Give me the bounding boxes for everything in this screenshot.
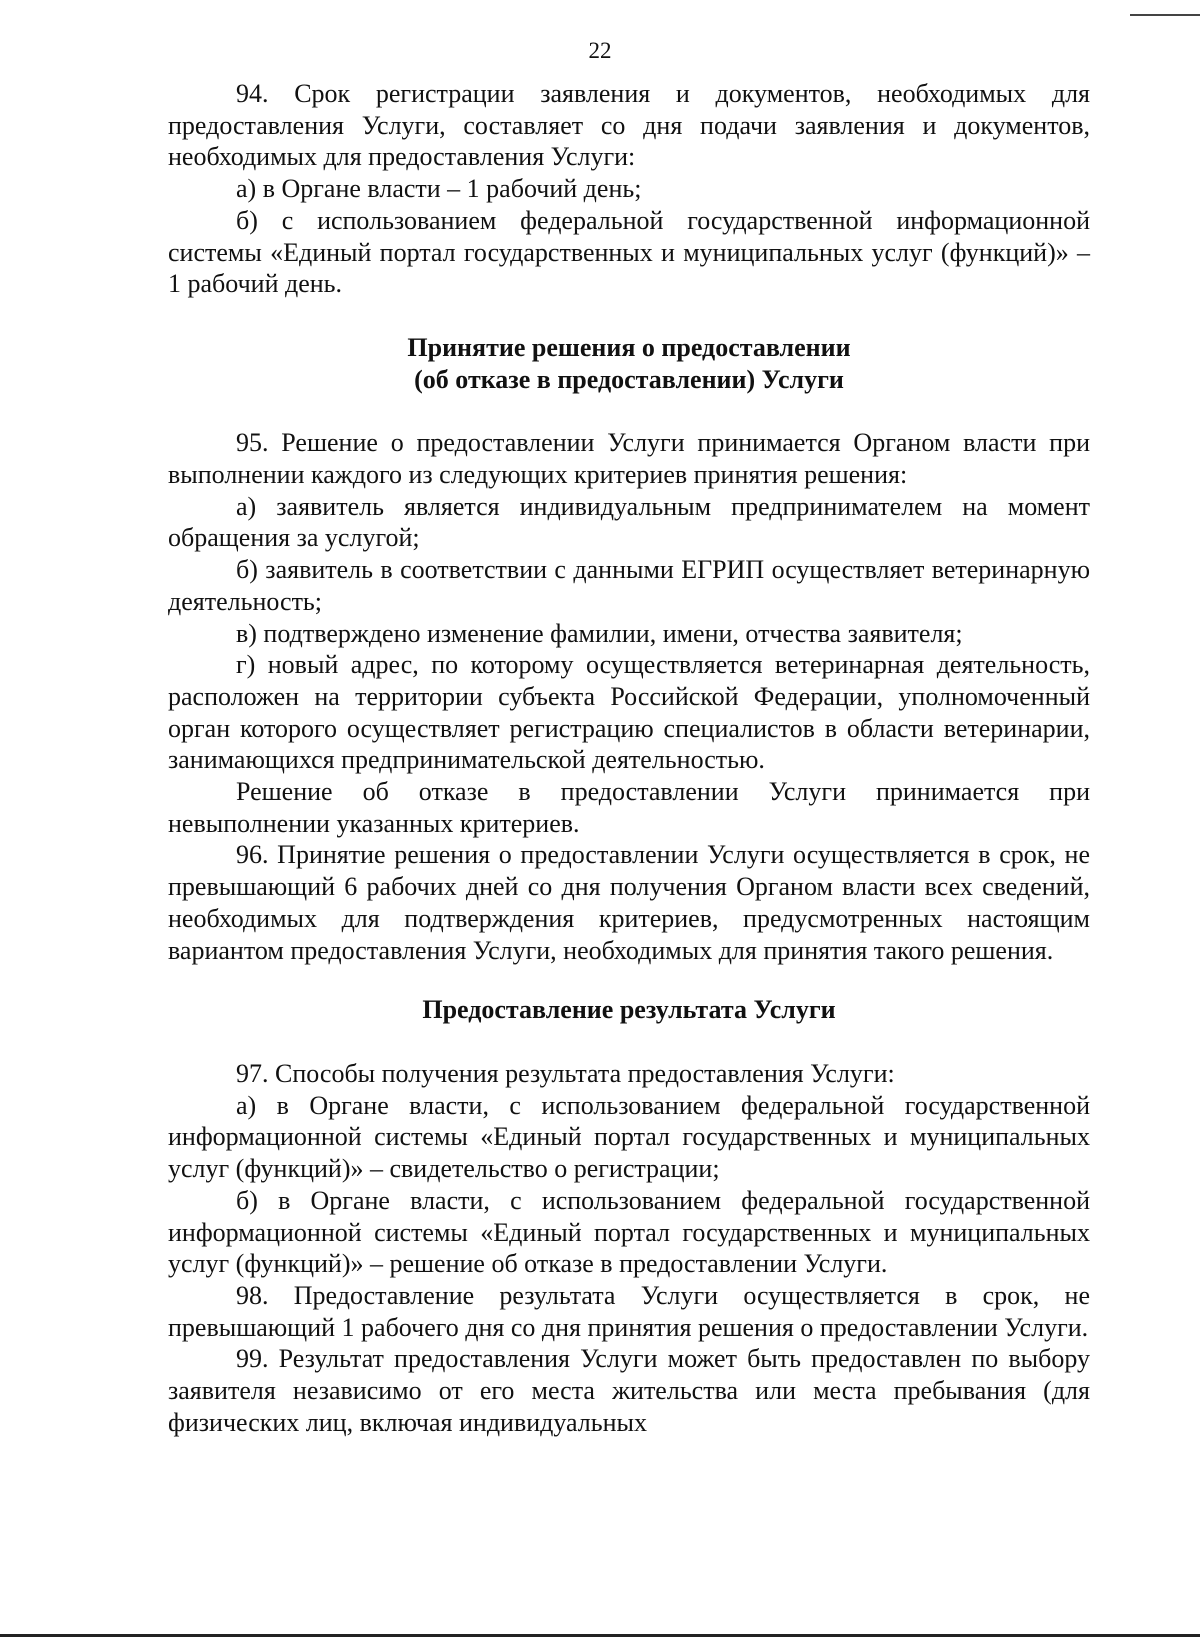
paragraph-97: 97. Способы получения результата предоставления Услуги: [236,1058,895,1088]
paragraph-95-g: г) новый адрес, по которому осуществляется ветеринарная деятельность, расположен на территории субъекта Российской Федерации, уполномоченный орган которого осуществляет регистрацию специалистов в области ветеринарии, занимающихся предпринимательской деятельностью. [168,650,1090,775]
paragraph-99: 99. Результат предоставления Услуги может быть предоставлен по выбору заявителя независимо от его места жительства или места пребывания (для физических лиц, включая индивидуальных [168,1344,1090,1437]
page-number: 22 [588,38,612,63]
paragraph-97-a: а) в Органе власти, с использованием федеральной государственной информационной системы «Единый портал государственных и муниципальных услуг (функций)» – свидетельство о регистрации; [168,1090,1090,1184]
paragraph-94-a: а) в Органе власти – 1 рабочий день; [236,174,642,204]
document-body [168,78,1090,1438]
paragraph-95-a: а) заявитель является индивидуальным предпринимателем на момент обращения за услугой; [168,491,1090,553]
paragraph-97-b: б) в Органе власти, с использованием федеральной государственной информационной системы «Единый портал государственных и муниципальных услуг (функций)» – решение об отказе в предоставлении Услуги. [168,1185,1090,1279]
heading-line: Принятие решения о предоставлении [407,332,851,362]
paragraph-95-v: в) подтверждено изменение фамилии, имени, отчества заявителя; [236,618,963,648]
section-heading-result [168,994,1090,1026]
heading-line: Предоставление результата Услуги [422,995,836,1025]
paragraph-95: 95. Решение о предоставлении Услуги принимается Органом власти при выполнении каждого из следующих критериев принятия решения: [168,428,1090,490]
paragraph-95-refusal: Решение об отказе в предоставлении Услуги принимается при невыполнении указанных критериев. [168,777,1090,838]
paragraph-98: 98. Предоставление результата Услуги осуществляется в срок, не превышающий 1 рабочего дня со дня принятия решения о предоставлении Услуги. [168,1280,1090,1342]
paragraph-95-b: б) заявитель в соответствии с данными ЕГРИП осуществляет ветеринарную деятельность; [168,555,1090,616]
paragraph-94-b: б) с использованием федеральной государственной информационной системы «Единый портал государственных и муниципальных услуг (функций)» – 1 рабочий день. [168,205,1090,299]
scan-bottom-edge [0,1634,1200,1637]
paragraph-96: 96. Принятие решения о предоставлении Услуги осуществляется в срок, не превышающий 6 рабочих дней со дня получения Органом власти всех сведений, необходимых для подтверждения критериев, предусмотренных настоящим вариантом предоставления Услуги, необходимых для принятия такого решения. [168,840,1090,965]
section-heading-decision [168,332,1090,395]
heading-line: (об отказе в предоставлении) Услуги [414,364,844,394]
paragraph-94: 94. Срок регистрации заявления и документов, необходимых для предоставления Услуги, составляет со дня подачи заявления и документов, необходимых для предоставления Услуги: [168,79,1090,172]
scan-edge-mark [1130,14,1200,16]
